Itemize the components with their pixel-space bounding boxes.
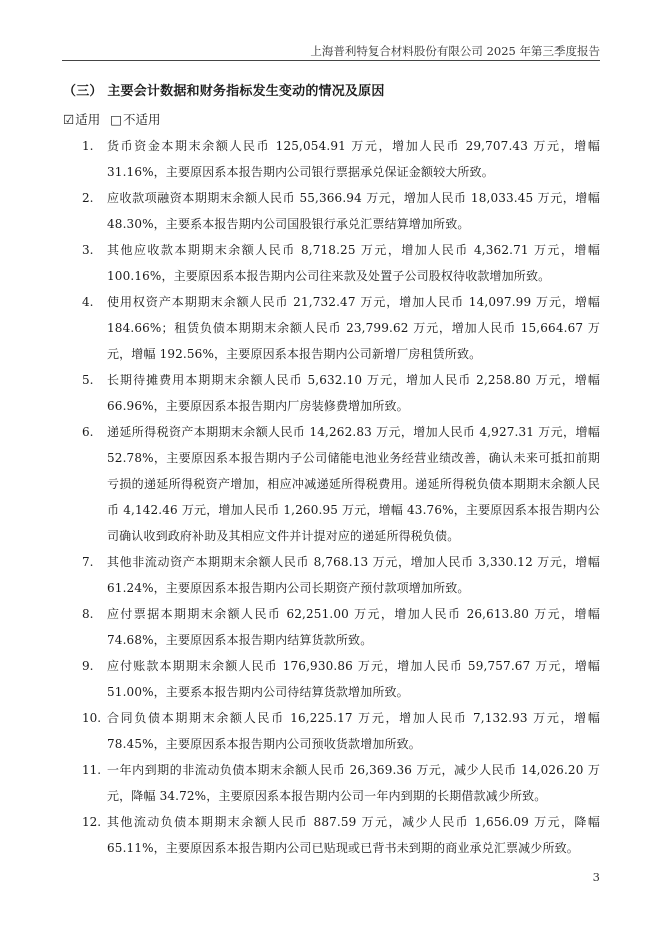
section-title: （三） 主要会计数据和财务指标发生变动的情况及原因 — [63, 84, 385, 99]
item-number: 1. — [82, 139, 94, 153]
list-item — [60, 705, 600, 757]
item-number: 11. — [82, 763, 102, 777]
item-number: 12. — [82, 815, 102, 829]
list-item — [60, 549, 600, 601]
page-number: 3 — [592, 870, 600, 884]
item-number: 3. — [82, 243, 94, 257]
list-item — [60, 289, 600, 367]
list-item — [60, 237, 600, 289]
item-number: 2. — [82, 191, 94, 205]
unchecked-checkbox-icon: □ — [110, 112, 123, 127]
item-text: 其他流动负债本期期末余额人民币 887.59 万元，减少人民币 1,656.09 万元，降幅 65.11%，主要原因系本报告期内公司已贴现或已背书未到期的商业承兑汇票减少所致。 — [107, 815, 600, 855]
item-number: 5. — [82, 373, 94, 387]
not-applicable-label: 不适用 — [123, 112, 161, 127]
list-item — [60, 367, 600, 419]
item-text: 一年内到期的非流动负债本期末余额人民币 26,369.36 万元，减少人民币 14,026.20 万元，降幅 34.72%，主要原因系本报告期内公司一年内到期的长期借款减少所致。 — [107, 763, 600, 803]
checked-checkbox-icon: ☑ — [63, 112, 75, 127]
item-text: 其他应收款本期期末余额人民币 8,718.25 万元，增加人民币 4,362.71 万元，增幅 100.16%，主要原因系本报告期内公司往来款及处置子公司股权待收款增加所致。 — [107, 243, 600, 283]
item-text: 应收款项融资本期期末余额人民币 55,366.94 万元，增加人民币 18,033.45 万元，增幅 48.30%，主要系本报告期内公司国股银行承兑汇票结算增加所致。 — [107, 191, 600, 231]
item-text: 货币资金本期末余额人民币 125,054.91 万元，增加人民币 29,707.43 万元，增幅 31.16%，主要原因系本报告期内公司银行票据承兑保证金额较大所致。 — [107, 139, 600, 179]
list-item — [60, 653, 600, 705]
list-item — [60, 757, 600, 809]
item-number: 6. — [82, 425, 94, 439]
item-number: 9. — [82, 659, 94, 673]
applicable-label: 适用 — [75, 112, 101, 127]
applicability-options — [63, 110, 161, 128]
header-divider — [62, 60, 600, 61]
item-number: 10. — [82, 711, 102, 725]
item-text: 合同负债本期期末余额人民币 16,225.17 万元，增加人民币 7,132.93 万元，增幅 78.45%，主要原因系本报告期内公司预收货款增加所致。 — [107, 711, 600, 751]
list-item — [60, 601, 600, 653]
list-item — [60, 133, 600, 185]
item-text: 使用权资产本期期末余额人民币 21,732.47 万元，增加人民币 14,097.99 万元，增幅 184.66%；租赁负债本期期末余额人民币 23,799.62 万元，增加人民币 15,664.67 万元，增幅 192.56%，主要原因系本报告期内公司新增厂房租赁所致。 — [107, 295, 600, 361]
list-item — [60, 419, 600, 549]
item-number: 8. — [82, 607, 94, 621]
item-text: 应付账款本期期末余额人民币 176,930.86 万元，增加人民币 59,757.67 万元，增幅 51.00%，主要系本报告期内公司待结算货款增加所致。 — [107, 659, 600, 699]
item-text: 其他非流动资产本期期末余额人民币 8,768.13 万元，增加人民币 3,330.12 万元，增幅 61.24%，主要原因系本报告期内公司长期资产预付款项增加所致。 — [107, 555, 600, 595]
item-number: 7. — [82, 555, 94, 569]
item-text: 应付票据本期期末余额人民币 62,251.00 万元，增加人民币 26,613.80 万元，增幅 74.68%，主要原因系本报告期内结算货款所致。 — [107, 607, 600, 647]
item-text: 递延所得税资产本期期末余额人民币 14,262.83 万元，增加人民币 4,927.31 万元，增幅 52.78%，主要原因系本报告期内子公司储能电池业务经营业绩改善，确认未来可抵扣前期亏损的递延所得税资产增加，相应冲减递延所得税费用。递延所得税负债本期期末余额人民币 4,142.46 万元，增加人民币 1,260.95 万元，增幅 43.76%，主要原因系本报告期内公司确认收到政府补助及其相应文件并计提对应的递延所得税负债。 — [107, 425, 600, 543]
list-item — [60, 809, 600, 861]
item-text: 长期待摊费用本期期末余额人民币 5,632.10 万元，增加人民币 2,258.80 万元，增幅 66.96%，主要原因系本报告期内厂房装修费增加所致。 — [107, 373, 600, 413]
item-number: 4. — [82, 295, 94, 309]
list-item — [60, 185, 600, 237]
header-title: 上海普利特复合材料股份有限公司 2025 年第三季度报告 — [310, 44, 600, 58]
